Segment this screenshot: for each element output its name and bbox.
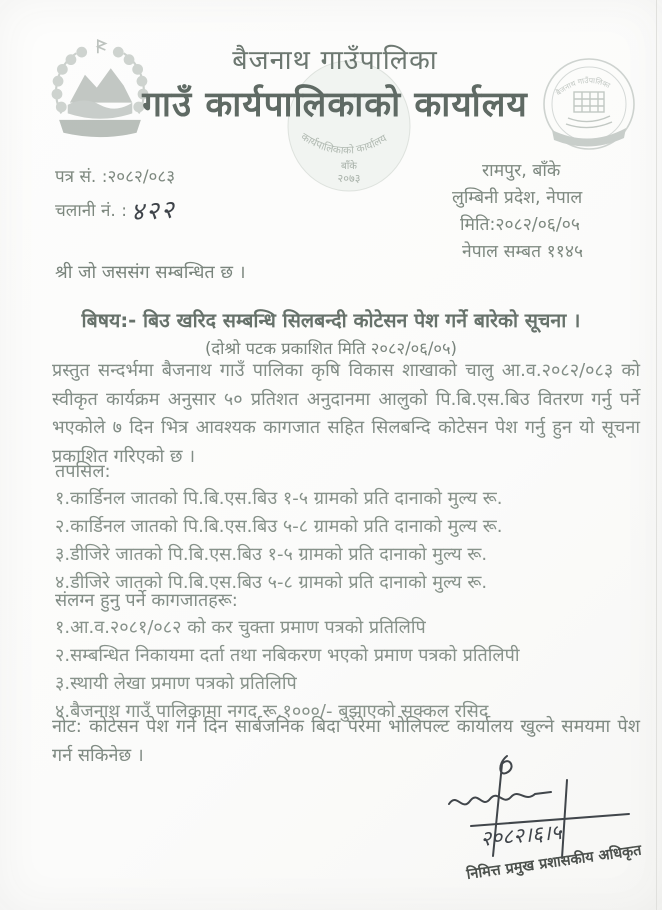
- nepal-sambat: नेपाल सम्बत ११४५: [462, 242, 584, 262]
- subject-publish-note: (दोश्रो पटक प्रकाशित मिति २०८२/०६/०५): [204, 339, 457, 358]
- list-item: ३.डीजिरे जातको पि.बि.एस.बिउ १-५ ग्रामको प्रति दानाको मुल्य रू.: [55, 544, 488, 565]
- municipality-seal-icon: [538, 52, 640, 162]
- chalani-row: [55, 194, 176, 228]
- chalani-handwritten-value: ४२२: [129, 194, 177, 227]
- list-item: ४.बैजनाथ गाउँ पालिकामा नगद रू.१०००/- बुझाएको सक्कल रसिद: [55, 701, 489, 722]
- signatory-designation: निमित्त प्रमुख प्रशासकीय अधिकृत: [465, 842, 643, 884]
- stamp-arc-text: कार्यपालिकाको कार्यालय: [298, 130, 390, 157]
- stamp-year-text: २०७३: [337, 172, 361, 185]
- address-block: [452, 158, 583, 266]
- tapasil-heading: तपसिल:: [55, 461, 111, 482]
- addressee-line: श्री जो जससंग सम्बन्धित छ ।: [55, 262, 246, 283]
- letterhead: [140, 40, 530, 127]
- documents-heading: संलग्न हुनु पर्ने कागजातहरू:: [55, 590, 238, 611]
- signature-handwritten-date: २०८२।६।५: [479, 819, 563, 851]
- tapasil-list: [55, 485, 502, 597]
- note-paragraph: नोट: कोटेसन पेश गर्ने दिन सार्बजनिक बिदा परेमा भोलिपल्ट कार्यालय खुल्ने समयमा पेश गर्न सकिनेछ ।: [52, 716, 640, 766]
- documents-list: [55, 614, 520, 726]
- list-item: ४.डीजिरे जातको पि.बि.एस.बिउ ५-८ ग्रामको प्रति दानाको मुल्य रू.: [55, 572, 488, 593]
- letter-date: मिति:२०८२/०६/०५: [460, 215, 580, 235]
- list-item: ३.स्थायी लेखा प्रमाण पत्रको प्रतिलिपि: [55, 673, 297, 694]
- scan-edge-line: [656, 0, 657, 910]
- list-item: २.कार्डिनल जातको पि.बि.एस.बिउ ५-८ ग्रामको प्रति दानाको मुल्य रू.: [55, 516, 503, 537]
- letter-number: पत्र सं. :२०८२/०८३: [55, 167, 176, 187]
- nepal-emblem-icon: [46, 36, 154, 150]
- org-name: बैजनाथ गाउँपालिका: [232, 45, 438, 76]
- subject-line: बिषय:- बिउ खरिद सम्बन्धि सिलबन्दी कोटेसन पेश गर्ने बारेको सूचना ।: [81, 309, 581, 332]
- letter-meta: [55, 160, 176, 228]
- list-item: २.सम्बन्धित निकायमा दर्ता तथा नबिकरण भएको प्रमाण पत्रको प्रतिलिपी: [55, 645, 520, 666]
- office-name: गाउँ कार्यपालिकाको कार्यालय: [142, 85, 528, 125]
- seal-arc-text: बैजनाथ गाउँपालिका: [554, 75, 612, 98]
- address-line: रामपुर, बाँके: [482, 161, 561, 181]
- list-item: १.कार्डिनल जातको पि.बि.एस.बिउ १-५ ग्रामको प्रति दानाको मुल्य रू.: [55, 488, 503, 509]
- address-line: लुम्बिनी प्रदेश, नेपाल: [452, 188, 583, 208]
- chalani-label: चलानी नं. :: [55, 201, 127, 221]
- stamp-district-text: बाँके: [341, 161, 357, 172]
- list-item: १.आ.व.२०८१/०८२ को कर चुक्ता प्रमाण पत्रको प्रतिलिपि: [55, 617, 426, 638]
- body-paragraph: प्रस्तुत सन्दर्भमा बैजनाथ गाउँ पालिका कृषि विकास शाखाको चालु आ.व.२०८२/०८३ को स्वीकृत कार्यक्रम अनुसार ५० प्रतिशत अनुदानमा आलुको पि.बि.एस.बिउ वितरण गर्नु पर्ने भएकोले ७ दिन भित्र आवश्यक कागजात सहित सिलबन्दि कोटेसन पेश गर्नु हुन यो सूचना प्रकाशित गरिएको छ ।: [52, 360, 640, 467]
